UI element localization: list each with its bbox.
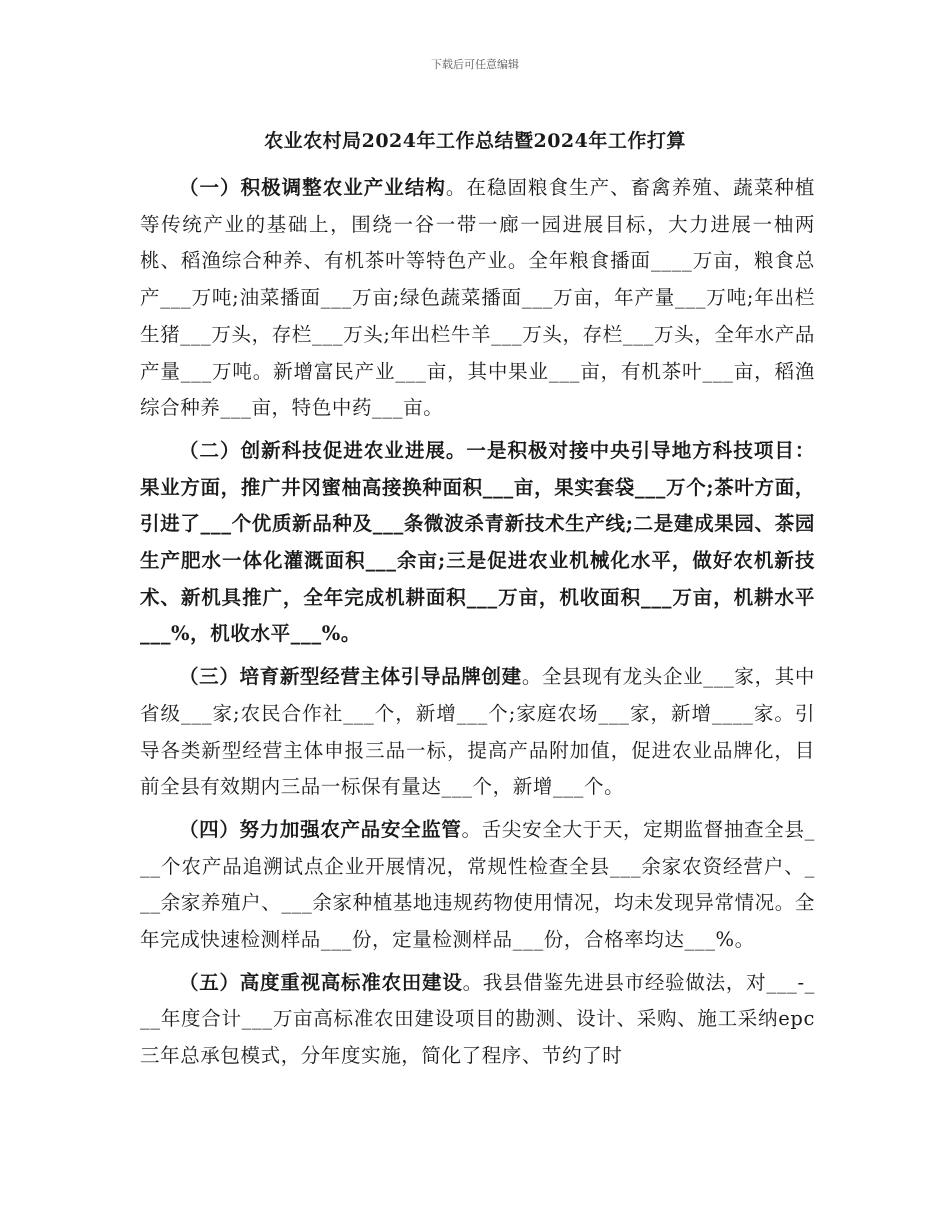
paragraph-technology-innovation	[140, 433, 815, 653]
paragraph-text: 。在稳固粮食生产、畜禽养殖、蔬菜种植等传统产业的基础上，围绕一谷一带一廊一园进展目标，大力进展一柚两桃、稻渔综合种养、有机茶叶等特色产业。全年粮食播面____万亩，粮食总产___万吨;油菜播面___万亩;绿色蔬菜播面___万亩，年产量___万吨;年出栏生猪___万头，存栏___万头;年出栏牛羊___万头，存栏___万头，全年水产品产量___万吨。新增富民产业___亩，其中果业___亩，有机茶叶___亩，稻渔综合种养___亩，特色中药___亩。	[140, 176, 815, 420]
paragraph-text: 。舌尖安全大于天，定期监督抽查全县___个农产品追溯试点企业开展情况，常规性检查全县___余家农资经营户、___余家养殖户、___余家种植基地违规药物使用情况，均未发现异常情况。全年完成快速检测样品___份，定量检测样品___份，合格率均达___%。	[140, 817, 815, 952]
paragraph-heading: （五）高度重视高标准农田建设	[179, 970, 463, 994]
download-note: 下载后可任意编辑	[431, 58, 519, 71]
paragraph-text: 。全县现有龙头企业___家，其中省级___家;农民合作社___个，新增___个;家庭农场___家，新增____家。引导各类新型经营主体申报三品一标，提高产品附加值，促进农业品牌化，目前全县有效期内三品一标保有量达___个，新增___个。	[140, 665, 816, 799]
document-title: 农业农村局2024年工作总结暨2024年工作打算	[264, 130, 686, 152]
paragraph-text: 。我县借鉴先进县市经验做法，对___-___年度合计___万亩高标准农田建设项目的勘测、设计、采购、施工采纳epc三年总承包模式，分年度实施，简化了程序、节约了时	[140, 970, 815, 1068]
paragraph-heading: （三）培育新型经营主体引导品牌创建	[179, 665, 522, 689]
paragraph-product-safety	[140, 812, 815, 959]
paragraph-heading: （四）努力加强农产品安全监管	[179, 817, 462, 841]
paragraph-text: 。一是积极对接中央引导地方科技项目：果业方面，推广井冈蜜柚高接换种面积___亩，果实套袋___万个;茶叶方面，引进了___个优质新品种及___条微波杀青新技术生产线;二是建成果园、茶园生产肥水一体化灌溉面积___余亩;三是促进农业机械化水平，做好农机新技术、新机具推广，全年完成机耕面积___万亩，机收面积___万亩，机耕水平___%，机收水平___%。	[140, 438, 815, 646]
paragraph-business-entities	[140, 659, 815, 806]
paragraph-agricultural-structure	[140, 170, 815, 427]
document-body	[140, 170, 815, 1075]
paragraph-heading: （二）创新科技促进农业进展	[179, 438, 446, 462]
paragraph-heading: （一）积极调整农业产业结构	[179, 176, 446, 199]
paragraph-farmland-construction	[140, 965, 815, 1075]
